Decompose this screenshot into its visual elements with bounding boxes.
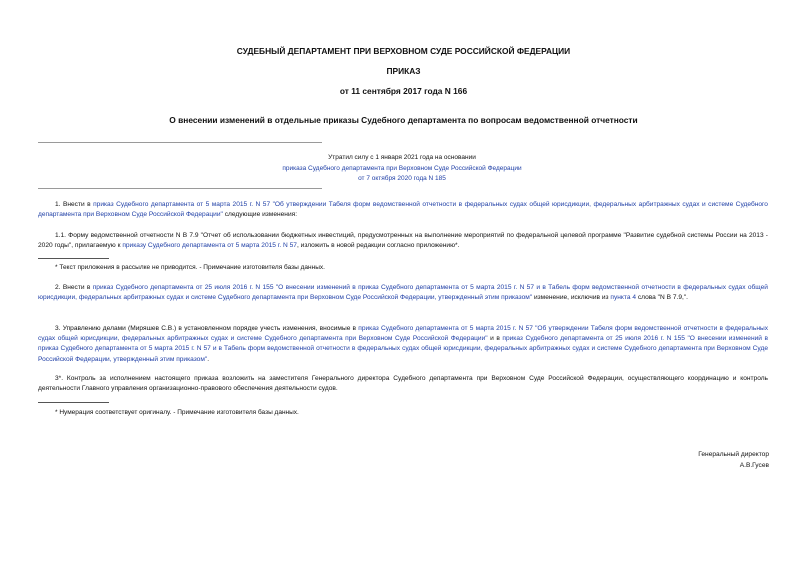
p11-text-b: , изложить в новой редакции согласно приложению*.: [296, 242, 460, 250]
p1-text-a: 1. Внести в: [55, 201, 94, 208]
p2-text-c: слова "N В 7.9,".: [636, 294, 688, 302]
footnote-2: * Нумерация соответствует оригиналу. - Примечание изготовителя базы данных.: [55, 409, 299, 416]
paragraph-3: [38, 324, 768, 365]
signature-position: Генеральный директор: [698, 451, 769, 458]
paragraph-1: [38, 200, 768, 220]
separator-top: [38, 142, 322, 143]
signature-name: А.В.Гусев: [739, 462, 769, 469]
p2-link-order-155[interactable]: приказ Судебного департамента от 25 июля 2016 г. N 155 "О внесении изменений в приказ Судебного департамента от 5 марта 2015 г. N 57 и в Табель форм ведомственной отчетности в федеральных судах общей юрисдикции, федеральных арбитражных судах и системе Судебного департамента при Верховном Суде Российской Федерации, утвержденный этим приказом": [38, 284, 768, 302]
lost-force-text: Утратил силу с 1 января 2021 года на основании: [328, 154, 476, 161]
footnote-separator-1: [38, 258, 109, 259]
lost-force-note: [200, 153, 604, 185]
paragraph-3-star: 3*. Контроль за исполнением настоящего приказа возложить на заместителя Генерального директора Судебного департамента при Верховном Суде Российской Федерации, осуществляющего координацию и контроль деятельности Главного управления организационно-правового обеспечения деятельности судов.: [38, 375, 768, 393]
paragraph-2: [38, 283, 768, 303]
org-heading: СУДЕБНЫЙ ДЕПАРТАМЕНТ ПРИ ВЕРХОВНОМ СУДЕ РОССИЙСКОЙ ФЕДЕРАЦИИ: [236, 46, 571, 56]
p2-text-b: изменение, исключив из: [532, 294, 611, 302]
footnote-separator-2: [38, 402, 109, 403]
p1-text-b: следующие изменения:: [222, 211, 298, 219]
separator-bottom: [38, 188, 322, 189]
p11-link-order-57[interactable]: приказу Судебного департамента от 5 марта 2015 г. N 57: [122, 242, 297, 250]
p2-text-a: 2. Внести в: [55, 284, 93, 291]
p3-link-order-155[interactable]: приказ Судебного департамента от 25 июля 2016 г. N 155 "О внесении изменений в приказ Судебного департамента от 5 марта 2015 г. N 57 и в Табель форм ведомственной отчетности в федеральных судах общей юрисдикции, федеральных арбитражных судах и системе Судебного департамента при Верховном Суде Российской Федерации, утвержденный этим приказом": [38, 335, 768, 363]
lost-force-link-line2[interactable]: от 7 октября 2020 года N 185: [358, 175, 446, 182]
p1-link-order-57[interactable]: приказ Судебного департамента от 5 марта 2015 г. N 57 "Об утверждении Табеля форм ведомственной отчетности в федеральных судах общей юрисдикции, федеральных арбитражных судах и системе Судебного департамента при Верховном Суде Российской Федерации": [38, 201, 768, 219]
doc-title: О внесении изменений в отдельные приказы Судебного департамента по вопросам ведомственной отчетности: [169, 115, 638, 125]
date-number-heading: от 11 сентября 2017 года N 166: [339, 86, 468, 96]
p3-text-b: и в: [487, 335, 503, 343]
p3-text-c: .: [207, 355, 210, 363]
paragraph-1-1: [38, 231, 768, 251]
p11-text-a: 1.1. Форму ведомственной отчетности N В 7.9 "Отчет об использовании бюджетных инвестиций, предусмотренных на выполнение мероприятий по федеральной целевой программе "Развитие судебной системы России на 2013 - 2020 годы", прилагаемую к: [38, 232, 768, 250]
lost-force-link-line1[interactable]: приказа Судебного департамента при Верховном Суде Российской Федерации: [282, 164, 522, 172]
p3-link-order-57[interactable]: приказ Судебного департамента от 5 марта 2015 г. N 57 "Об утверждении Табеля форм ведомственной отчетности в федеральных судах общей юрисдикции, федеральных арбитражных судах и системе Судебного департамента при Верховном Суде Российской Федерации": [38, 325, 768, 343]
signature-block: [698, 449, 769, 471]
footnote-1: * Текст приложения в рассылке не приводится. - Примечание изготовителя базы данных.: [55, 264, 325, 271]
doc-type-heading: ПРИКАЗ: [386, 66, 421, 76]
p2-link-point-4[interactable]: пункта 4: [610, 294, 637, 302]
p3-text-a: 3. Управлению делами (Миряшев С.В.) в установленном порядке учесть изменения, вносимые в: [55, 325, 359, 332]
